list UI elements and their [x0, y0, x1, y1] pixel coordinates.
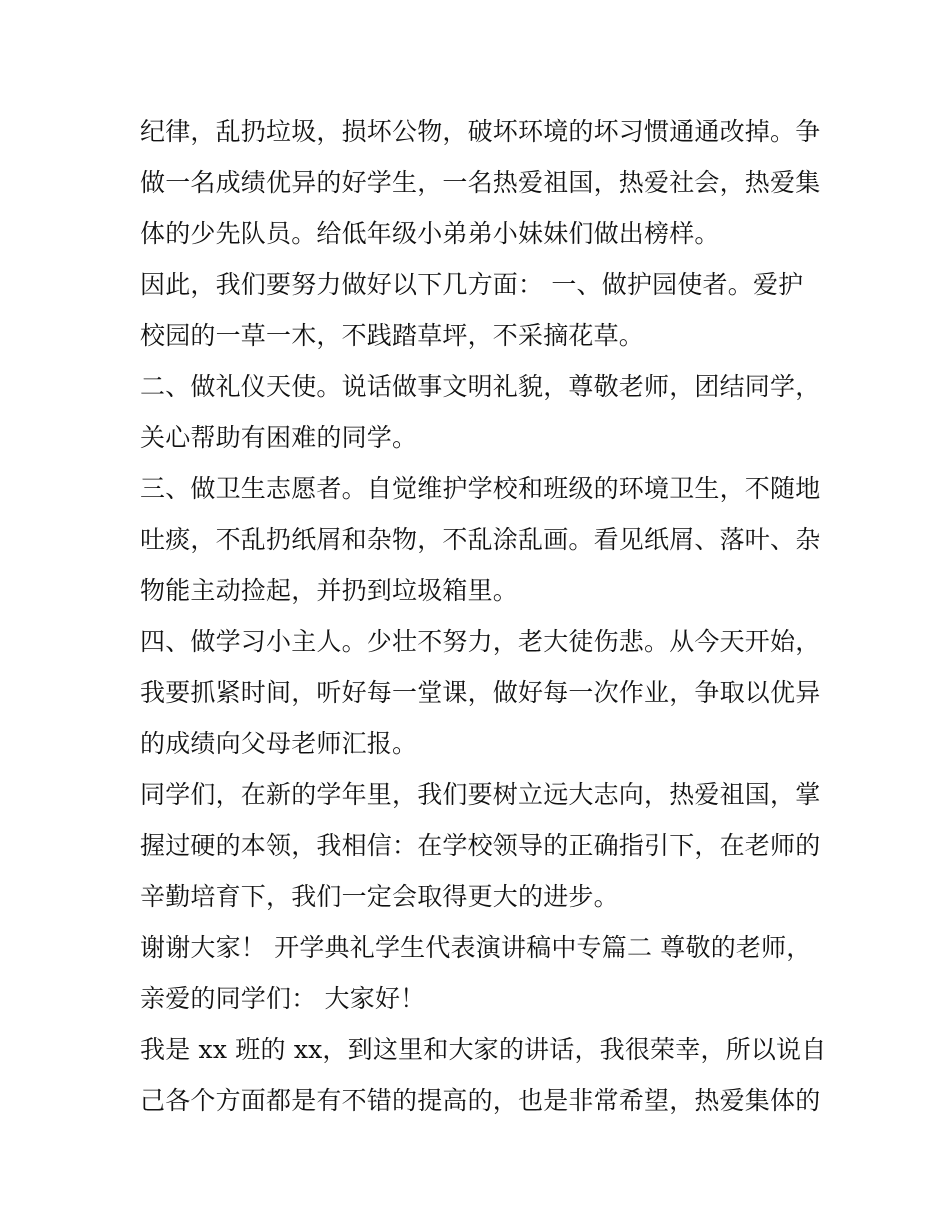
text-line: 校园的一草一木，不践踏草坪，不采摘花草。 — [140, 321, 645, 350]
text-line: 我要抓紧时间，听好每一堂课，做好每一次作业，争取以优异 — [140, 678, 821, 707]
text-line: 谢谢大家！ 开学典礼学生代表演讲稿中专篇二 尊敬的老师， — [140, 933, 812, 962]
document-body — [140, 106, 827, 1126]
text-line: 吐痰，不乱扔纸屑和杂物，不乱涂乱画。看见纸屑、落叶、杂 — [140, 525, 821, 554]
text-line: 我是 xx 班的 xx，到这里和大家的讲话，我很荣幸，所以说自 — [140, 1035, 827, 1064]
text-line: 三、做卫生志愿者。自觉维护学校和班级的环境卫生，不随地 — [140, 474, 821, 503]
text-line: 的成绩向父母老师汇报。 — [140, 729, 418, 758]
text-line: 握过硬的本领，我相信：在学校领导的正确指引下，在老师的 — [140, 831, 821, 860]
text-line: 纪律，乱扔垃圾，损坏公物，破坏环境的坏习惯通通改掉。争 — [140, 117, 821, 146]
text-line: 关心帮助有困难的同学。 — [140, 423, 418, 452]
text-line: 二、做礼仪天使。说话做事文明礼貌，尊敬老师，团结同学， — [140, 372, 821, 401]
text-line: 己各个方面都是有不错的提高的，也是非常希望，热爱集体的 — [140, 1086, 821, 1115]
text-line: 因此，我们要努力做好以下几方面： 一、做护园使者。爱护 — [140, 270, 804, 299]
text-line: 物能主动捡起，并扔到垃圾箱里。 — [140, 576, 519, 605]
text-line: 辛勤培育下，我们一定会取得更大的进步。 — [140, 882, 619, 911]
text-line: 四、做学习小主人。少壮不努力，老大徒伤悲。从今天开始， — [140, 627, 821, 656]
text-line: 亲爱的同学们： 大家好！ — [140, 984, 426, 1013]
text-line: 体的少先队员。给低年级小弟弟小妹妹们做出榜样。 — [140, 219, 720, 248]
text-line: 同学们，在新的学年里，我们要树立远大志向，热爱祖国，掌 — [140, 780, 821, 809]
text-line: 做一名成绩优异的好学生，一名热爱祖国，热爱社会，热爱集 — [140, 168, 821, 197]
